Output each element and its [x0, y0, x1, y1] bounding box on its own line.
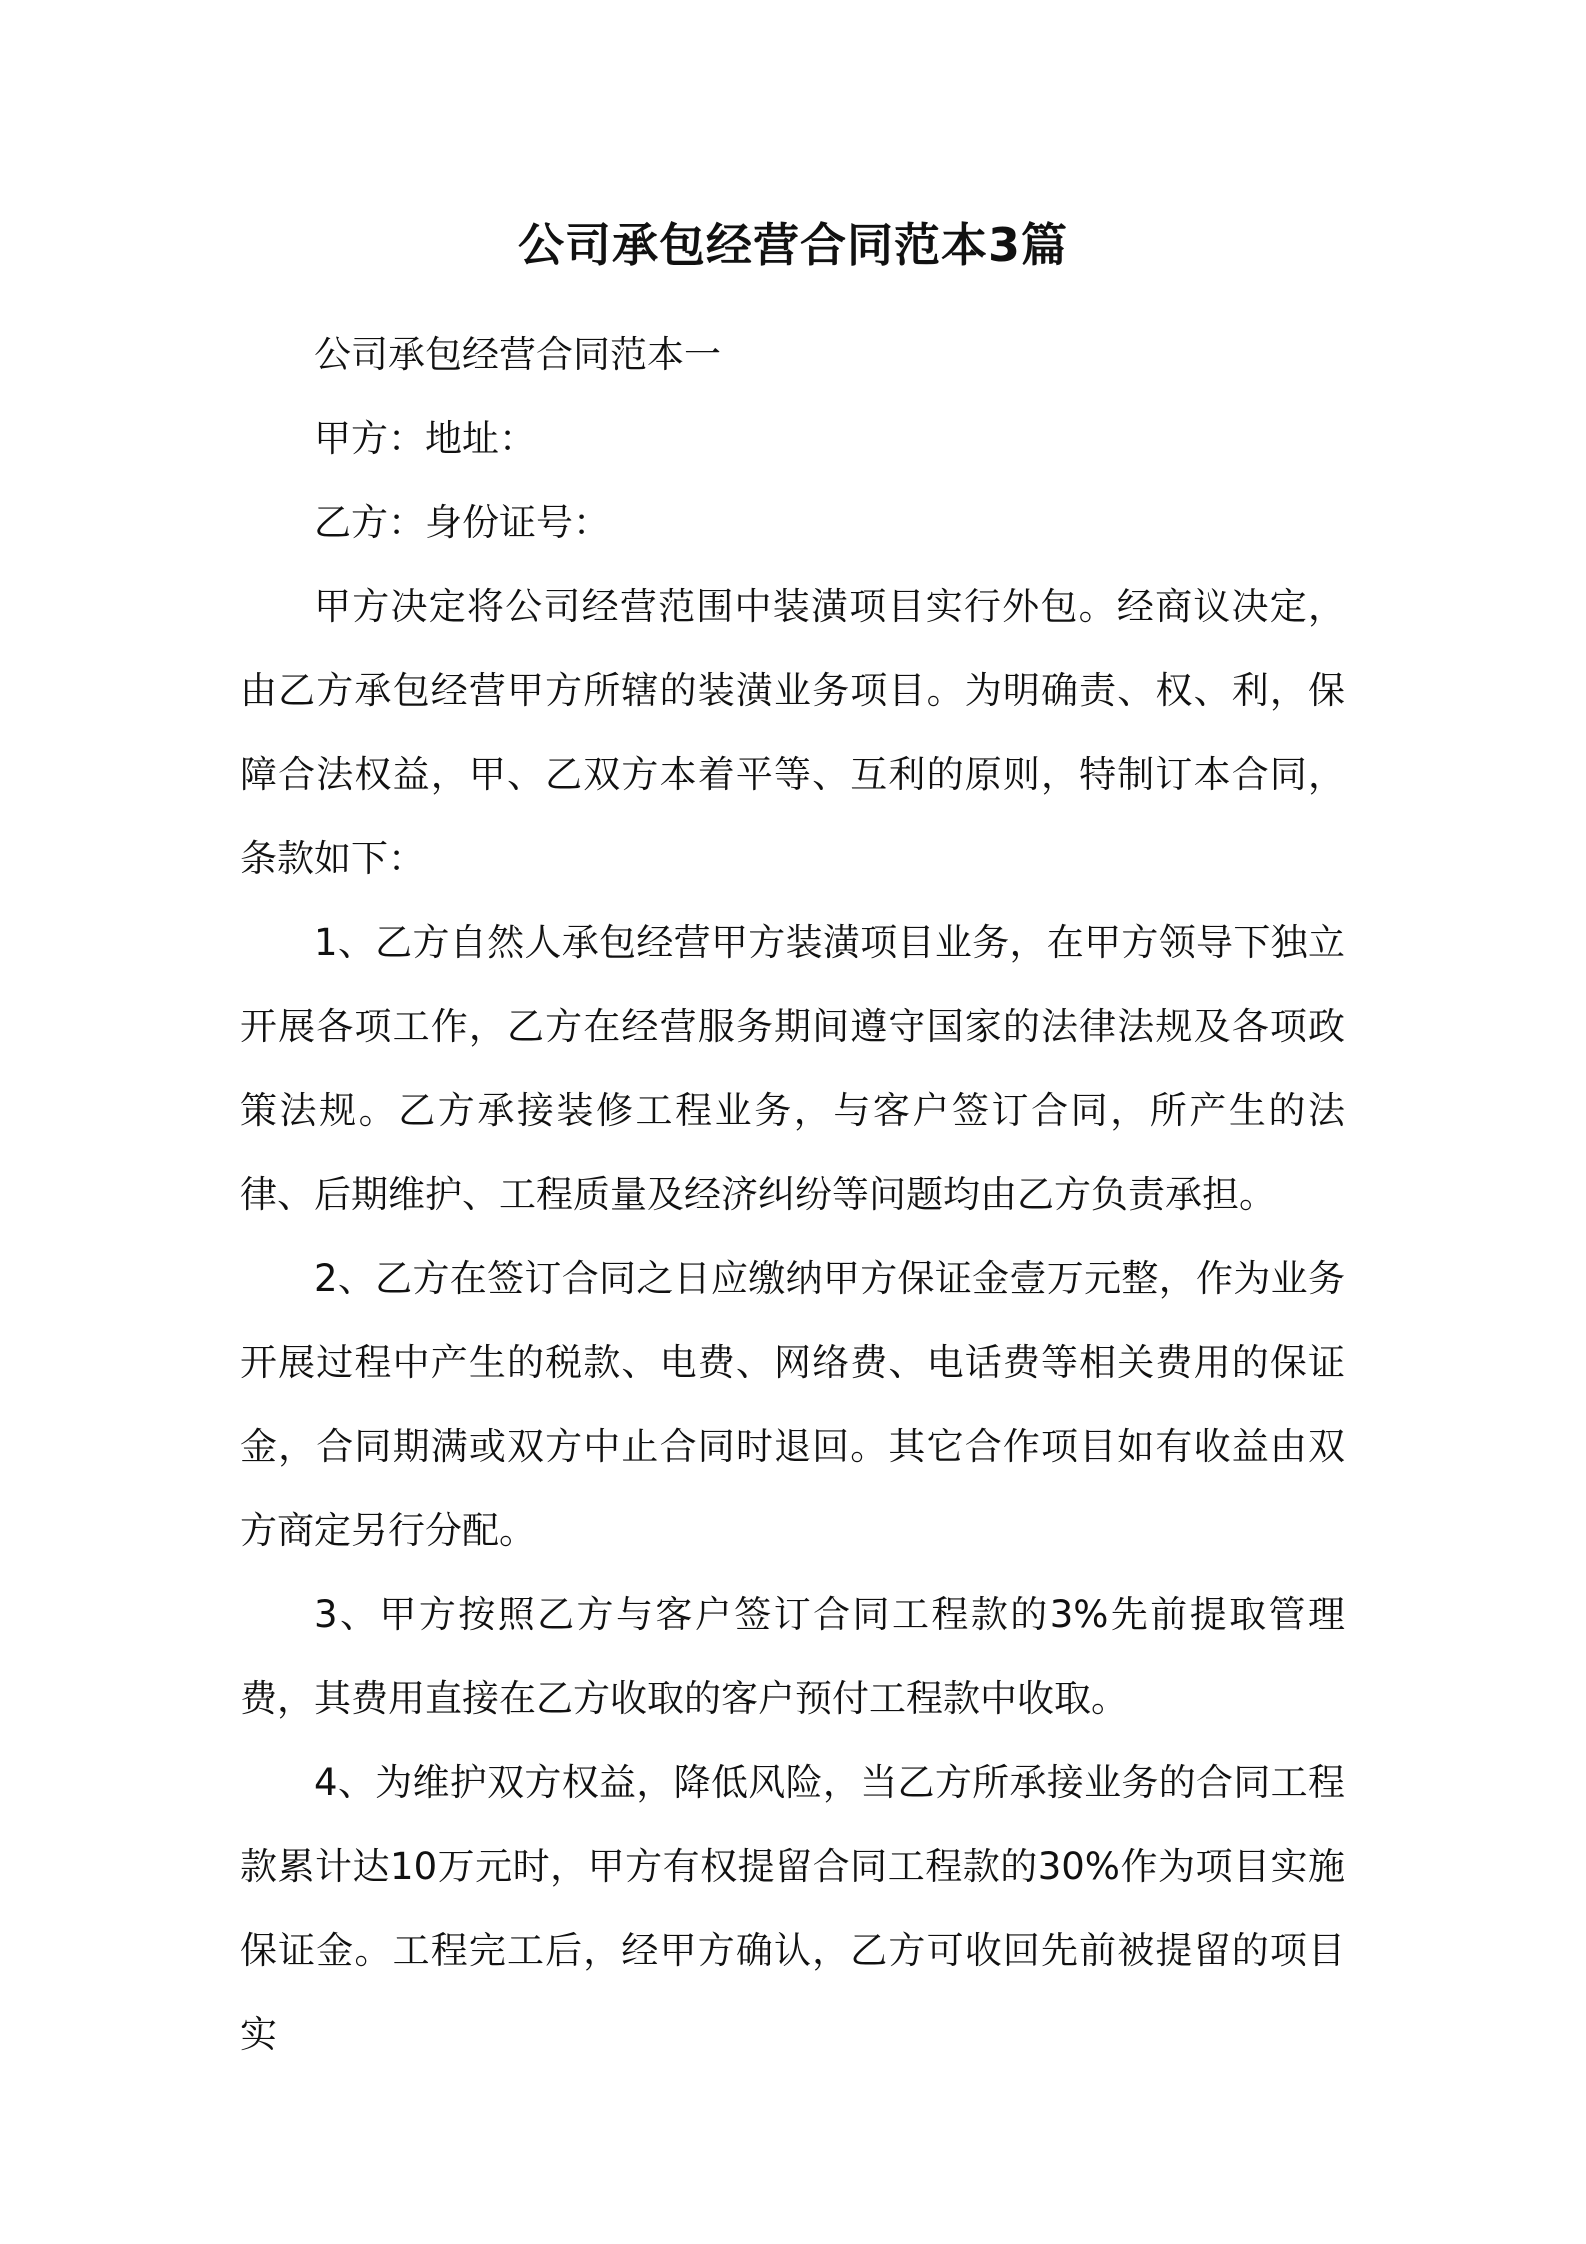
clause-1: 1、乙方自然人承包经营甲方装潢项目业务，在甲方领导下独立开展各项工作，乙方在经营服务期间遵守国家的法律法规及各项政策法规。乙方承接装修工程业务，与客户签订合同，所产生的法律、后期维护、工程质量及经济纠纷等问题均由乙方负责承担。: [240, 921, 1345, 1216]
preamble-paragraph: 甲方决定将公司经营范围中装潢项目实行外包。经商议决定，由乙方承包经营甲方所辖的装潢业务项目。为明确责、权、利，保障合法权益，甲、乙双方本着平等、互利的原则，特制订本合同，条款如下：: [240, 585, 1345, 880]
clause-2: 2、乙方在签订合同之日应缴纳甲方保证金壹万元整，作为业务开展过程中产生的税款、电费、网络费、电话费等相关费用的保证金，合同期满或双方中止合同时退回。其它合作项目如有收益由双方商定另行分配。: [240, 1257, 1345, 1552]
section-heading: 公司承包经营合同范本一: [314, 333, 721, 376]
document-title: 公司承包经营合同范本3篇: [517, 218, 1068, 272]
party-b-line: 乙方：身份证号：: [314, 501, 610, 544]
document-body: [240, 313, 1345, 2077]
clause-4: 4、为维护双方权益，降低风险，当乙方所承接业务的合同工程款累计达10万元时，甲方有权提留合同工程款的30%作为项目实施保证金。工程完工后，经甲方确认，乙方可收回先前被提留的项目实: [240, 1761, 1345, 2056]
party-a-line: 甲方：地址：: [314, 417, 536, 460]
clause-3: 3、甲方按照乙方与客户签订合同工程款的3%先前提取管理费，其费用直接在乙方收取的客户预付工程款中收取。: [240, 1593, 1345, 1720]
